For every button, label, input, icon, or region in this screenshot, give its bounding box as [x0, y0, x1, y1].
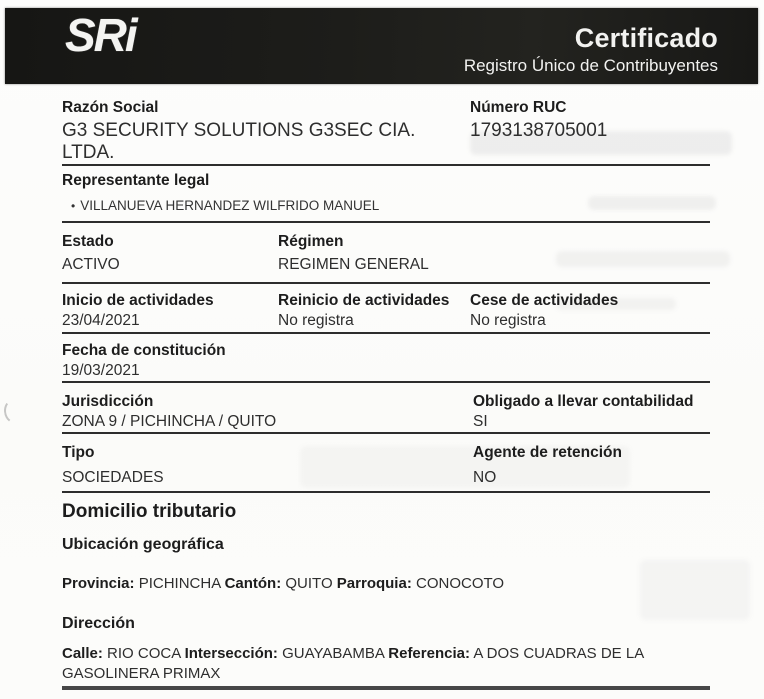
field-razon-social: [62, 98, 470, 164]
direccion-title: Dirección: [62, 615, 135, 632]
field-tipo: [62, 443, 473, 491]
estado-label: Estado: [62, 233, 114, 250]
representante-legal-name: VILLANUEVA HERNANDEZ WILFRIDO MANUEL: [80, 198, 380, 213]
scan-artifact: [2, 396, 29, 425]
field-reinicio-actividades: [278, 291, 470, 332]
field-regimen: [278, 232, 429, 282]
fecha-constitucion-label: Fecha de constitución: [62, 342, 226, 359]
section-actividades: [62, 284, 710, 334]
parroquia-value: CONOCOTO: [415, 575, 505, 592]
obligado-contabilidad-value: SI: [473, 413, 488, 430]
ubicacion-geografica-line: [62, 574, 710, 594]
canton-label: Cantón:: [224, 575, 282, 592]
interseccion-value: GUAYABAMBA: [282, 645, 385, 662]
representante-legal-item: [62, 198, 710, 214]
field-numero-ruc: [470, 98, 710, 164]
header-titles: [464, 24, 718, 76]
certificate-body: [62, 84, 710, 690]
field-agente-retencion: [473, 443, 710, 491]
numero-ruc-value: 1793138705001: [470, 120, 608, 141]
field-jurisdiccion: [62, 392, 473, 432]
section-jurisdiccion: [62, 383, 710, 434]
razon-social-label: Razón Social: [62, 99, 159, 116]
field-inicio-actividades: [62, 291, 278, 332]
regimen-value: REGIMEN GENERAL: [278, 256, 429, 273]
estado-value: ACTIVO: [62, 256, 120, 273]
field-estado: [62, 232, 278, 282]
reinicio-actividades-label: Reinicio de actividades: [278, 292, 450, 309]
fecha-constitucion-value: 19/03/2021: [62, 362, 140, 379]
interseccion-label: Intersección:: [184, 645, 278, 662]
section-representante-legal: [62, 166, 710, 223]
calle-value: RIO COCA: [107, 645, 181, 662]
jurisdiccion-label: Jurisdicción: [62, 393, 154, 410]
field-cese-actividades: [470, 291, 710, 332]
agente-retencion-value: NO: [473, 469, 497, 486]
field-obligado-contabilidad: [473, 392, 710, 432]
inicio-actividades-label: Inicio de actividades: [62, 292, 214, 309]
agente-retencion-label: Agente de retención: [473, 444, 622, 461]
calle-label: Calle:: [62, 645, 103, 662]
tipo-label: Tipo: [62, 444, 95, 461]
section-domicilio-tributario: [62, 493, 710, 690]
certificate-title: Certificado: [574, 23, 718, 53]
parroquia-label: Parroquia:: [336, 575, 412, 592]
razon-social-value: G3 SECURITY SOLUTIONS G3SEC CIA. LTDA.: [62, 120, 416, 163]
regimen-label: Régimen: [278, 233, 344, 250]
certificate-subtitle: Registro Único de Contribuyentes: [463, 56, 718, 75]
sri-logo: SRi: [65, 9, 136, 61]
ubicacion-geografica-title: Ubicación geográfica: [62, 536, 224, 553]
section-razon-social-ruc: [62, 84, 710, 166]
cese-actividades-value: No registra: [470, 312, 546, 329]
bullet-icon: •: [71, 199, 76, 213]
provincia-label: Provincia:: [62, 575, 135, 592]
cese-actividades-label: Cese de actividades: [470, 292, 619, 309]
inicio-actividades-value: 23/04/2021: [62, 312, 140, 329]
tipo-value: SOCIEDADES: [62, 469, 164, 486]
header-bar: [5, 8, 758, 84]
section-fecha-constitucion: [62, 334, 710, 383]
section-estado-regimen: [62, 223, 710, 284]
jurisdiccion-value: ZONA 9 / PICHINCHA / QUITO: [62, 413, 277, 430]
direccion-line: [62, 644, 710, 684]
reinicio-actividades-value: No registra: [278, 312, 354, 329]
section-tipo: [62, 434, 710, 493]
representante-legal-label: Representante legal: [62, 172, 210, 189]
canton-value: QUITO: [285, 575, 333, 592]
obligado-contabilidad-label: Obligado a llevar contabilidad: [473, 393, 694, 410]
referencia-label: Referencia:: [388, 645, 470, 662]
provincia-value: PICHINCHA: [138, 575, 221, 592]
domicilio-title: Domicilio tributario: [62, 501, 237, 522]
numero-ruc-label: Número RUC: [470, 99, 567, 116]
referencia-value: A DOS CUADRAS DE LA GASOLINERA PRIMAX: [62, 645, 644, 682]
